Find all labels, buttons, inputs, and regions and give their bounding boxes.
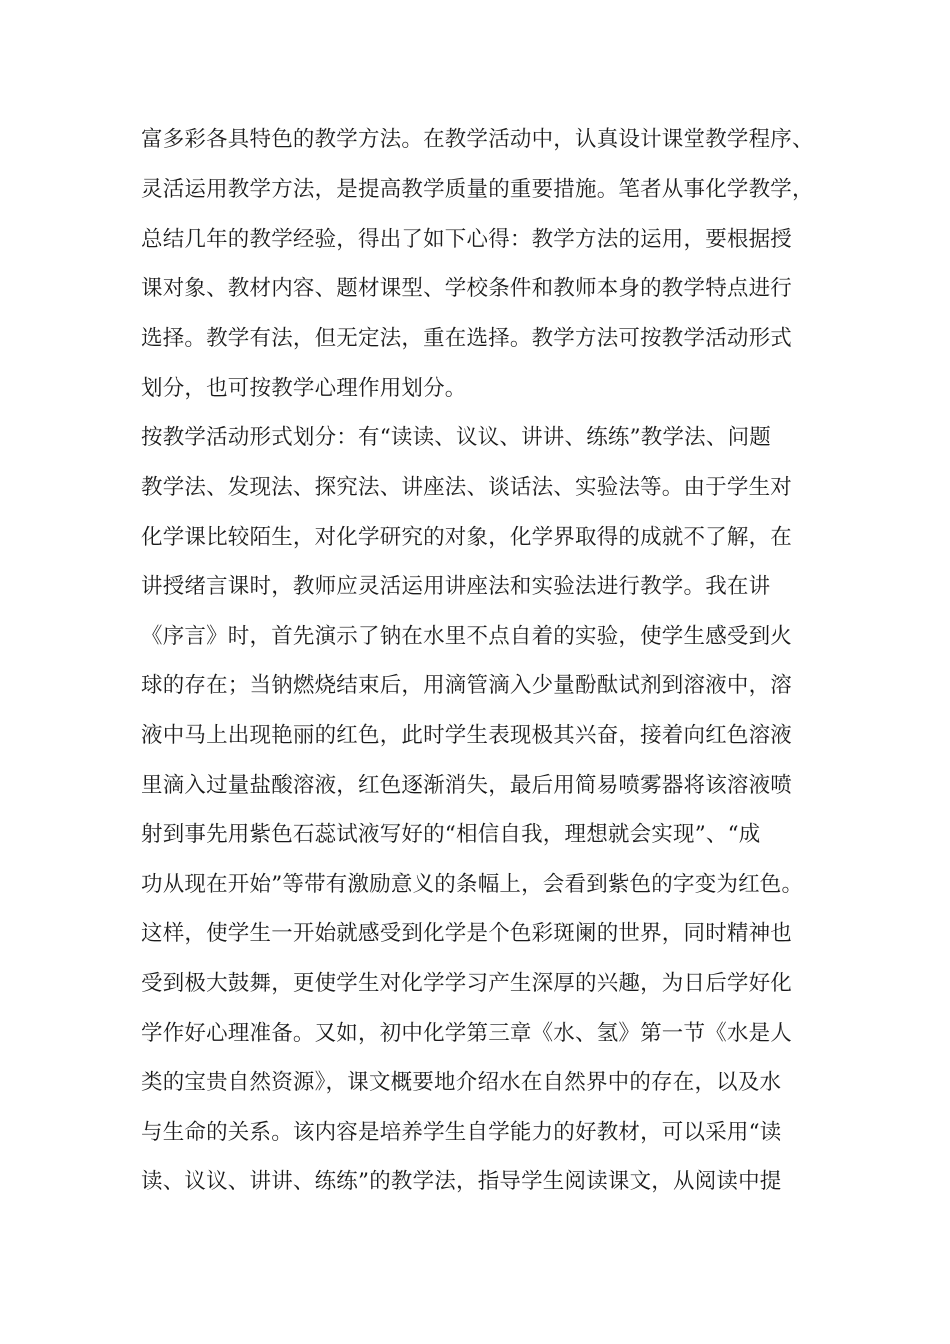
- text-line: 读、议议、讲讲、练练”的教学法，指导学生阅读课文，从阅读中提: [141, 1169, 782, 1194]
- text-line: 讲授绪言课时，教师应灵活运用讲座法和实验法进行教学。我在讲: [141, 574, 771, 599]
- text-line: 射到事先用紫色石蕊试液写好的“相信自我，理想就会实现”、“成: [141, 822, 761, 847]
- text-line: 这样，使学生一开始就感受到化学是个色彩斑阑的世界，同时精神也: [141, 921, 793, 946]
- text-line: 富多彩各具特色的教学方法。在教学活动中，认真设计课堂教学程序、: [141, 127, 814, 152]
- text-line: 受到极大鼓舞，更使学生对化学学习产生深厚的兴趣，为日后学好化: [141, 971, 793, 996]
- text-line: 学作好心理准备。又如，初中化学第三章《水、氢》第一节《水是人: [141, 1021, 793, 1046]
- text-line: 球的存在；当钠燃烧结束后，用滴管滴入少量酚酞试剂到溶液中，溶: [141, 673, 793, 698]
- text-line: 按教学活动形式划分：有“读读、议议、讲讲、练练”教学法、问题: [141, 425, 771, 450]
- text-line: 液中马上出现艳丽的红色，此时学生表现极其兴奋，接着向红色溶液: [141, 723, 793, 748]
- text-line: 与生命的关系。该内容是培养学生自学能力的好教材，可以采用“读: [141, 1120, 782, 1145]
- text-line: 课对象、教材内容、题材课型、学校条件和教师本身的教学特点进行: [141, 276, 793, 301]
- text-line: 《序言》时，首先演示了钠在水里不点自着的实验，使学生感受到火: [141, 624, 793, 649]
- text-line: 化学课比较陌生，对化学研究的对象，化学界取得的成就不了解，在: [141, 525, 793, 550]
- text-line: 选择。教学有法，但无定法，重在选择。教学方法可按教学活动形式: [141, 326, 793, 351]
- text-line: 里滴入过量盐酸溶液，红色逐渐消失，最后用简易喷雾器将该溶液喷: [141, 773, 793, 798]
- text-line: 功从现在开始”等带有激励意义的条幅上，会看到紫色的字变为红色。: [141, 872, 804, 897]
- text-line: 灵活运用教学方法，是提高教学质量的重要措施。笔者从事化学教学，: [141, 177, 814, 202]
- text-line: 教学法、发现法、探究法、讲座法、谈话法、实验法等。由于学生对: [141, 475, 793, 500]
- text-line: 划分，也可按教学心理作用划分。: [141, 376, 467, 401]
- text-line: 总结几年的教学经验，得出了如下心得：教学方法的运用，要根据授: [141, 227, 793, 252]
- text-line: 类的宝贵自然资源》，课文概要地介绍水在自然界中的存在，以及水: [141, 1070, 782, 1095]
